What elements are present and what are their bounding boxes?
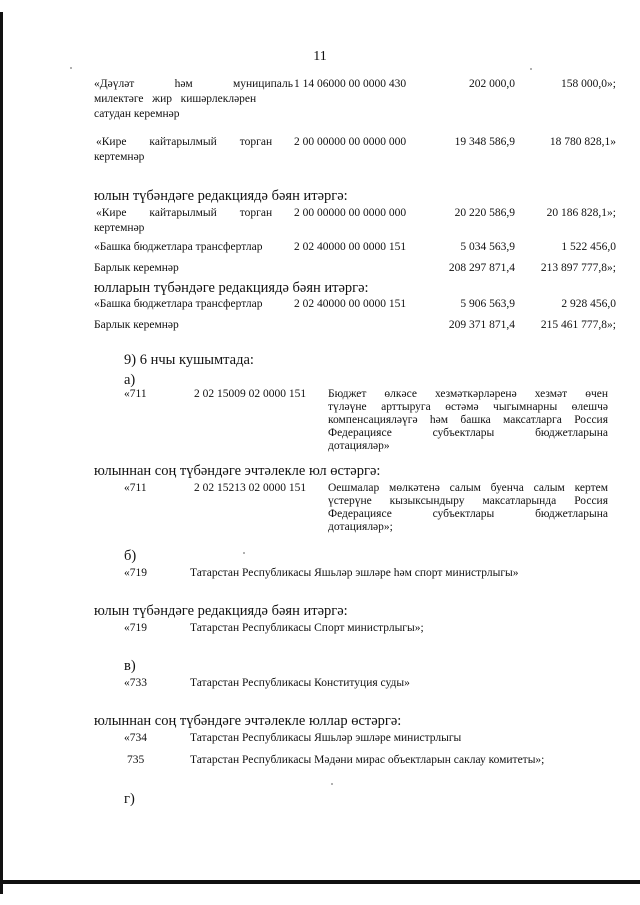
table-row-name-line: Барлык керемнәр [94, 262, 179, 274]
instruction-heading: юлын түбәндәге редакциядә бәян итәргә: [94, 603, 348, 619]
instruction-heading: юлларын түбәндәге редакциядә бәян итәргә: [94, 280, 369, 296]
table-row-name-line: «Башка бюджетлара трансфертлар [94, 241, 263, 253]
table-row-value-2: 158 000,0»; [561, 78, 616, 90]
entry-text: Татарстан Республикасы Конституция суды» [190, 677, 410, 689]
subsection-label-c: в) [124, 658, 136, 674]
scan-edge-left [0, 12, 3, 894]
entry-text-line: Федерациясе субъектлары бюджетларына [328, 427, 608, 439]
entry-text: Татарстан Республикасы Мәдәни мирас объектларын саклау комитеты»; [190, 754, 545, 766]
table-row-code: 1 14 06000 00 0000 430 [294, 78, 407, 90]
entry-number: «711 [124, 482, 147, 494]
table-row-value-2: 20 186 828,1»; [546, 207, 616, 219]
table-row-value-1: 202 000,0 [469, 78, 515, 90]
entry-text-line: Бюджет өлкәсе хезмәткәрләренә хезмәт өчен [328, 388, 608, 400]
table-row-value-1: 5 034 563,9 [460, 241, 515, 253]
instruction-heading: юлыннан соң түбәндәге эчтәлекле юл өстәргә: [94, 463, 381, 479]
table-row-value-1: 20 220 586,9 [454, 207, 515, 219]
entry-text-line: Федерациясе субъектлары бюджетларына [328, 508, 608, 520]
table-row-code: 2 02 40000 00 0000 151 [294, 241, 407, 253]
table-row-value-1: 19 348 586,9 [454, 136, 515, 148]
table-row-name-line: кертемнәр [94, 222, 145, 234]
table-row-name-line: милектәге жир кишәрлекләрен [94, 93, 257, 105]
scan-edge-bottom [0, 880, 640, 884]
entry-number: 735 [127, 754, 145, 766]
entry-text: Татарстан Республикасы Яшьләр эшләре министрлыгы [190, 732, 462, 744]
table-row-name-line: сатудан керемнәр [94, 108, 180, 120]
table-row-value-1: 5 906 563,9 [460, 298, 515, 310]
table-row-value-2: 2 928 456,0 [561, 298, 616, 310]
entry-code: 2 02 15009 02 0000 151 [194, 388, 307, 400]
page-number: 11 [313, 49, 327, 64]
entry-text-line: дотацияләр»; [328, 521, 393, 533]
entry-text-line: компенсацияләүгә һәм башка максатларга Россия [328, 414, 608, 426]
table-row-value-2: 215 461 777,8»; [540, 319, 616, 331]
entry-number: «719 [124, 567, 147, 579]
instruction-heading: юлыннан соң түбәндәге эчтәлекле юллар өстәргә: [94, 713, 402, 729]
entry-text-line: Оешмалар мөлкәтенә салым буенча салым кертем [328, 482, 608, 494]
table-row-name-line: Барлык керемнәр [94, 319, 179, 331]
entry-number: «733 [124, 677, 147, 689]
table-row-value-2: 1 522 456,0 [561, 241, 616, 253]
entry-text-line: дотацияләр» [328, 440, 390, 452]
scan-speck [530, 68, 532, 70]
entry-text: Татарстан Республикасы Яшьләр эшләре һәм спорт министрлыгы» [190, 567, 519, 579]
table-row-name-line: «Дәүләт һәм муниципаль [94, 78, 293, 90]
table-row-value-2: 213 897 777,8»; [540, 262, 616, 274]
subsection-label-b: б) [124, 548, 137, 564]
table-row-code: 2 00 00000 00 0000 000 [294, 136, 407, 148]
subsection-label-a: а) [124, 372, 136, 388]
entry-text-line: түләүне арттыруга өстәмә чыгымнарны өлешчә [328, 401, 608, 413]
entry-code: 2 02 15213 02 0000 151 [194, 482, 307, 494]
entry-number: «734 [124, 732, 147, 744]
scan-speck [331, 783, 333, 785]
entry-text-line: үстерүне кызыксындыру максатларында Россия [328, 495, 608, 507]
table-row-name-line: «Кире кайтарылмый торган [96, 207, 273, 219]
scan-speck [243, 552, 245, 554]
table-row-value-1: 209 371 871,4 [448, 319, 515, 331]
table-row-code: 2 02 40000 00 0000 151 [294, 298, 407, 310]
table-row-value-2: 18 780 828,1» [549, 136, 616, 148]
entry-text: Татарстан Республикасы Спорт министрлыгы»; [190, 622, 424, 634]
instruction-heading: юлын түбәндәге редакциядә бәян итәргә: [94, 188, 348, 204]
table-row-name-line: «Башка бюджетлара трансфертлар [94, 298, 263, 310]
table-row-name-line: «Кире кайтарылмый торган [96, 136, 273, 148]
entry-number: «711 [124, 388, 147, 400]
subsection-label-d: г) [124, 791, 135, 807]
table-row-code: 2 00 00000 00 0000 000 [294, 207, 407, 219]
table-row-value-1: 208 297 871,4 [448, 262, 515, 274]
scan-speck [70, 67, 72, 69]
table-row-name-line: кертемнәр [94, 151, 145, 163]
entry-number: «719 [124, 622, 147, 634]
section-title: 9) 6 нчы кушымтада: [124, 352, 254, 368]
